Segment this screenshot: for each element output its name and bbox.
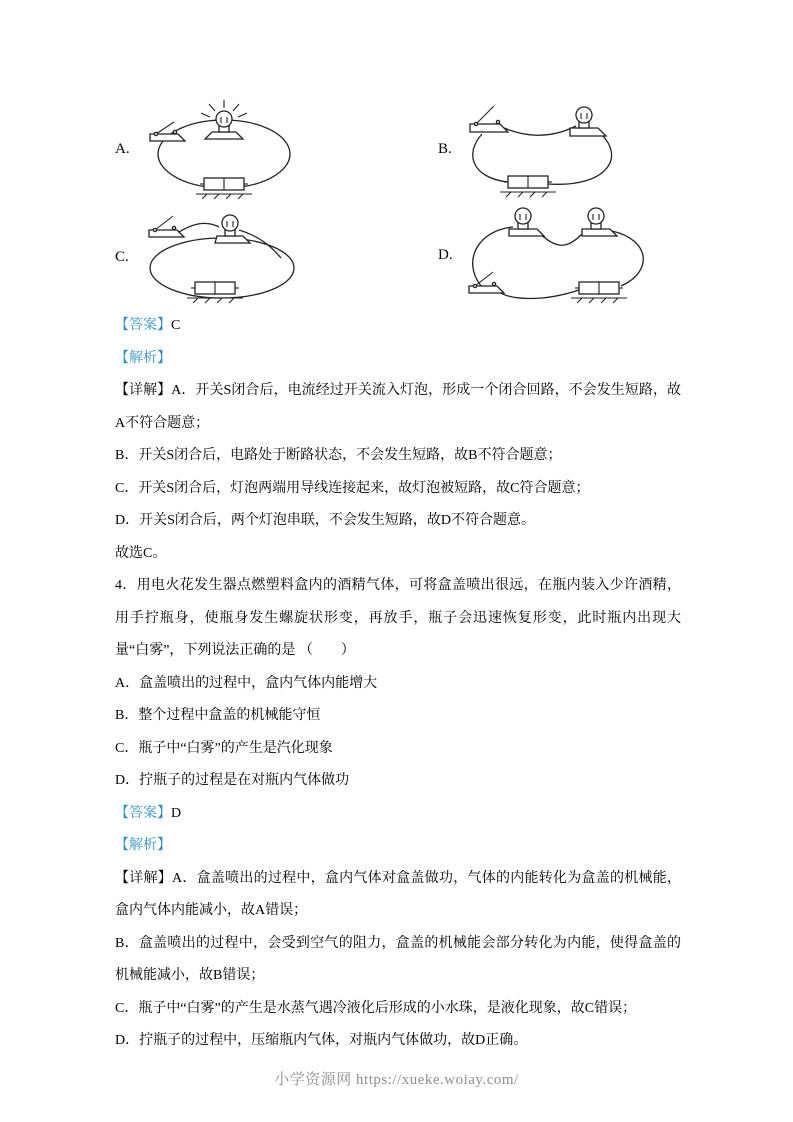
circuit-diagram-c-icon xyxy=(137,206,305,308)
q4-detail-c: C．瓶子中“白雾”的产生是水蒸气遇冷液化后形成的小水珠，是液化现象，故C错误； xyxy=(115,1000,637,1016)
battery-icon xyxy=(196,178,252,199)
bulb-icon xyxy=(205,111,243,139)
analysis-label: 【解析】 xyxy=(115,350,171,366)
figure-option-c xyxy=(115,206,305,308)
q4-stem: 4．用电火花发生器点燃塑料盒内的酒精气体，可将盒盖喷出很远，在瓶内装入少许酒精，用手拧瓶身，使瓶身发生螺旋状形变，再放手，瓶子会迅速恢复形变，此时瓶内出现大量“白雾”，下列说法正确的是 （ ） xyxy=(115,578,681,658)
bulb-icon xyxy=(215,215,250,243)
figure-option-b xyxy=(438,96,640,202)
circuit-diagram-d-icon xyxy=(461,200,661,310)
battery-icon xyxy=(571,282,627,303)
figure-label-c: C. xyxy=(115,248,129,265)
detail-label: 【详解】 xyxy=(115,870,173,886)
q3-analysis-line xyxy=(115,343,681,376)
figure-option-a xyxy=(115,96,306,202)
figure-option-d xyxy=(438,200,661,310)
q4-answer-value: D xyxy=(171,805,182,821)
q4-option-a: A．盒盖喷出的过程中，盒内气体内能增大 xyxy=(115,675,378,691)
circuit-diagram-a-icon xyxy=(138,96,306,202)
q4-option-d: D．拧瓶子的过程是在对瓶内气体做功 xyxy=(115,773,350,788)
q3-detail-b: B．开关S闭合后，电路处于断路状态，不会发生短路，故B不符合题意； xyxy=(115,448,562,463)
q3-detail-a xyxy=(115,375,681,440)
bulb-icon xyxy=(582,208,617,236)
figure-label-d: D. xyxy=(438,246,453,263)
q4-detail-b: B．盒盖喷出的过程中，会受到空气的阻力，盒盖的机械能会部分转化为内能，使得盒盖的机械能减小，故B错误； xyxy=(115,935,681,983)
battery-icon xyxy=(500,176,556,197)
switch-icon xyxy=(149,216,184,237)
analysis-label: 【解析】 xyxy=(115,838,171,853)
q3-answer-line xyxy=(115,310,681,343)
q3-detail-a-text: A．开关S闭合后，电流经过开关流入灯泡，形成一个闭合回路，不会发生短路，故A不符合题意； xyxy=(115,383,681,431)
q3-answer-value: C xyxy=(171,318,181,333)
figure-label-b: B. xyxy=(438,140,452,157)
q4-analysis-line xyxy=(115,830,681,863)
battery-icon xyxy=(187,282,243,303)
q3-conclusion: 故选C。 xyxy=(115,545,167,561)
answer-label: 【答案】 xyxy=(115,805,171,821)
figure-label-a: A. xyxy=(115,140,130,157)
switch-icon xyxy=(150,122,185,141)
q4-answer-line xyxy=(115,798,681,831)
circuit-diagram-b-icon xyxy=(460,96,640,202)
detail-label: 【详解】 xyxy=(115,383,172,398)
q4-detail-a xyxy=(115,863,681,928)
q4-detail-a-text: A．盒盖喷出的过程中，盒内气体对盒盖做功，气体的内能转化为盒盖的机械能，盒内气体内能减小，故A错误； xyxy=(115,870,682,918)
q4-option-b: B．整个过程中盒盖的机械能守恒 xyxy=(115,708,321,723)
bulb-icon xyxy=(570,107,606,136)
bulb-icon xyxy=(509,208,544,236)
footer-text: 小学资源网 https://xueke.woiay.com/ xyxy=(274,1072,519,1088)
q3-detail-c: C．开关S闭合后，灯泡两端用导线连接起来，故灯泡被短路，故C符合题意； xyxy=(115,480,590,496)
q4-detail-d: D．拧瓶子的过程中，压缩瓶内气体，对瓶内气体做功，故D正确。 xyxy=(115,1033,528,1048)
answer-label: 【答案】 xyxy=(115,318,171,333)
q4-option-c: C．瓶子中“白雾”的产生是汽化现象 xyxy=(115,740,333,756)
switch-icon xyxy=(470,106,508,132)
document-body xyxy=(115,310,681,1058)
q3-detail-d: D．开关S闭合后，两个灯泡串联，不会发生短路，故D不符合题意。 xyxy=(115,513,536,528)
